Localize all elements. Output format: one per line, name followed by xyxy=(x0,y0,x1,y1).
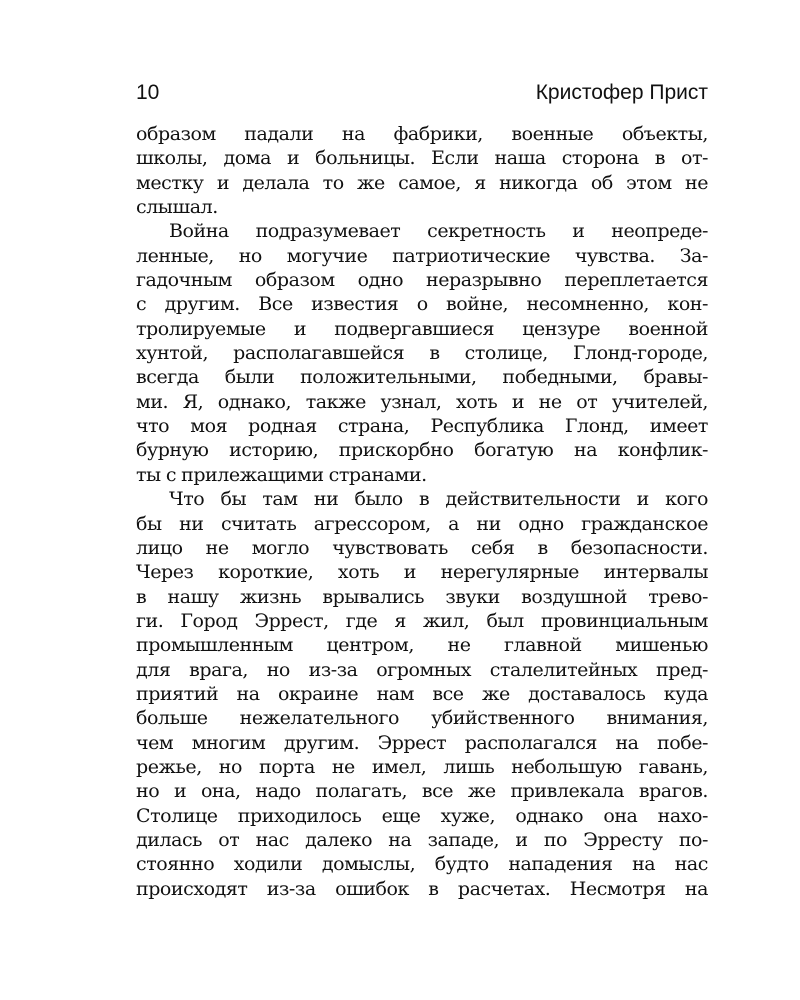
running-head xyxy=(136,78,708,108)
text-line: ги. Город Эррест, где я жил, был провинциальным xyxy=(136,609,708,632)
body-text xyxy=(136,122,708,901)
text-line: для врага, но из-за огромных сталелитейных пред- xyxy=(136,658,708,681)
text-line: происходят из-за ошибок в расчетах. Несмотря на xyxy=(136,877,708,900)
text-line: ми. Я, однако, также узнал, хоть и не от учителей, xyxy=(136,390,708,413)
text-line: чем многим другим. Эррест располагался на побе- xyxy=(136,731,708,754)
text-line: бы ни считать агрессором, а ни одно гражданское xyxy=(136,512,708,535)
text-line: но и она, надо полагать, все же привлекала врагов. xyxy=(136,780,708,803)
text-line: Что бы там ни было в действительности и кого xyxy=(169,488,708,511)
text-line: Через короткие, хоть и нерегулярные интервалы xyxy=(136,561,708,584)
text-line: лицо не могло чувствовать себя в безопасности. xyxy=(136,536,708,559)
text-line: слышал. xyxy=(136,196,218,219)
text-line: с другим. Все известия о войне, несомненно, кон- xyxy=(136,293,708,316)
text-line: хунтой, располагавшейся в столице, Глонд-городе, xyxy=(136,342,708,365)
text-line: всегда были положительными, победными, бравы- xyxy=(136,366,708,389)
text-line: ленные, но могучие патриотические чувства. За- xyxy=(136,244,708,267)
text-line: дилась от нас далеко на западе, и по Эрресту по- xyxy=(136,828,708,851)
text-line: школы, дома и больницы. Если наша сторона в от- xyxy=(136,147,708,170)
text-line: что моя родная страна, Республика Глонд, имеет xyxy=(136,415,708,438)
text-line: ты с прилежащими странами. xyxy=(136,463,427,486)
text-line: образом падали на фабрики, военные объекты, xyxy=(136,123,708,145)
paragraph xyxy=(136,122,708,219)
text-line: приятий на окраине нам все же доставалось куда xyxy=(136,682,708,705)
text-line: больше нежелательного убийственного внимания, xyxy=(136,707,708,730)
page-number: 10 xyxy=(136,81,160,104)
text-line: Столице приходилось еще хуже, однако она нахо- xyxy=(136,804,708,827)
text-line: бурную историю, прискорбно богатую на конфлик- xyxy=(136,439,708,462)
text-line: стоянно ходили домыслы, будто нападения на нас xyxy=(136,853,708,876)
text-line: режье, но порта не имел, лишь небольшую гавань, xyxy=(136,755,708,778)
text-line: тролируемые и подвергавшиеся цензуре военной xyxy=(136,317,708,340)
paragraph xyxy=(136,487,708,901)
text-line: в нашу жизнь врывались звуки воздушной трево- xyxy=(136,585,708,608)
text-line: Война подразумевает секретность и неопреде- xyxy=(169,220,708,243)
text-line: гадочным образом одно неразрывно переплетается xyxy=(136,269,708,292)
paragraph xyxy=(136,219,708,487)
text-line: промышленным центром, не главной мишенью xyxy=(136,634,708,657)
running-title: Кристофер Прист xyxy=(535,81,708,104)
text-line: местку и делала то же самое, я никогда об этом не xyxy=(136,171,708,194)
